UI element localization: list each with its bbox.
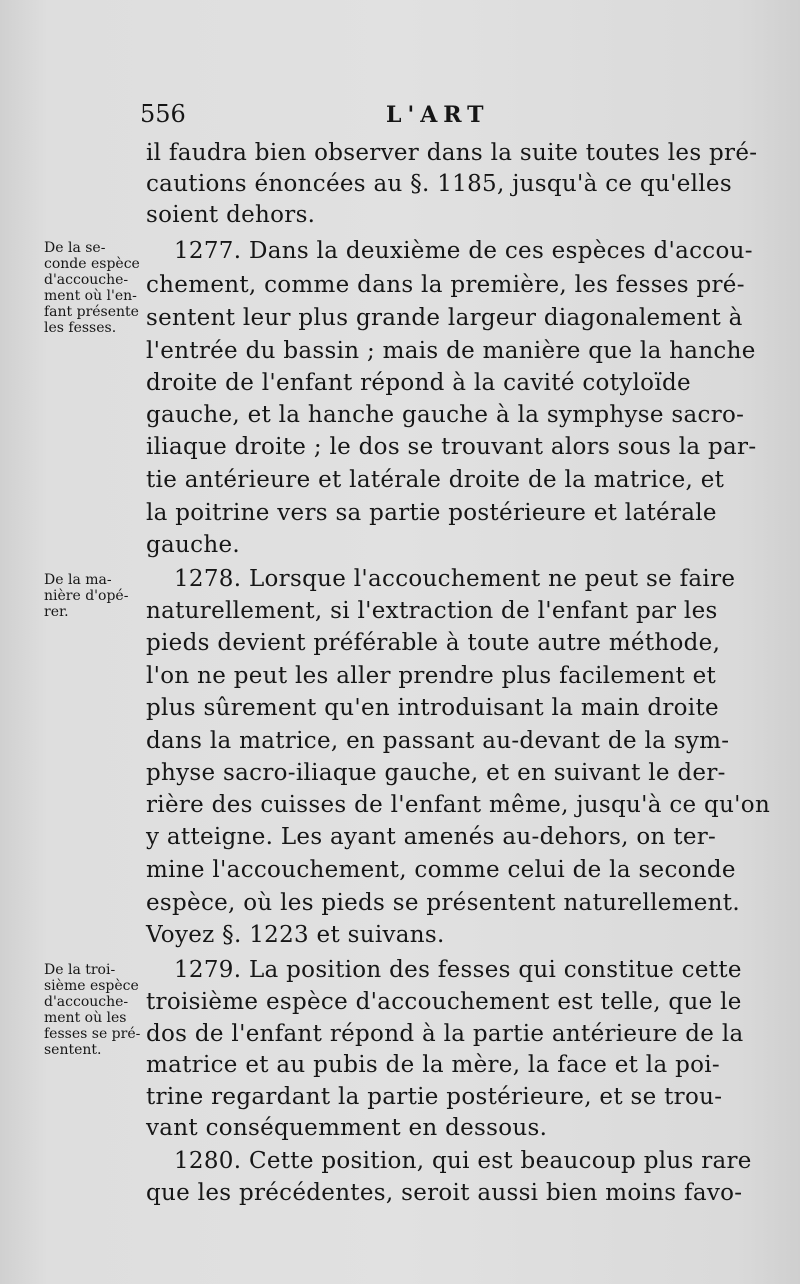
text-line: rière des cuisses de l'enfant même, jusqu'à ce qu'on bbox=[146, 792, 771, 818]
margin-note-line: fesses se pré- bbox=[44, 1026, 141, 1042]
margin-note bbox=[44, 572, 144, 620]
text-line: la poitrine vers sa partie postérieure et latérale bbox=[146, 500, 717, 526]
text-line: cautions énoncées au §. 1185, jusqu'à ce qu'elles bbox=[146, 171, 732, 197]
text-line: pieds devient préférable à toute autre méthode, bbox=[146, 630, 721, 656]
page-header bbox=[140, 100, 740, 136]
margin-note-line: rer. bbox=[44, 604, 69, 620]
text-line: plus sûrement qu'en introduisant la main droite bbox=[146, 695, 719, 721]
margin-note-line: conde espèce bbox=[44, 256, 140, 272]
text-line: 1277. Dans la deuxième de ces espèces d'accou- bbox=[174, 238, 753, 264]
margin-note-line: ment où l'en- bbox=[44, 288, 137, 304]
text-line: troisième espèce d'accouchement est telle, que le bbox=[146, 989, 742, 1015]
text-line: physe sacro-iliaque gauche, et en suivant le der- bbox=[146, 760, 726, 786]
text-line: vant conséquemment en dessous. bbox=[146, 1115, 548, 1141]
text-line: sentent leur plus grande largeur diagonalement à bbox=[146, 305, 743, 331]
text-line: 1280. Cette position, qui est beaucoup plus rare bbox=[174, 1148, 752, 1174]
text-line: l'entrée du bassin ; mais de manière que la hanche bbox=[146, 338, 756, 364]
text-line: gauche. bbox=[146, 532, 240, 558]
margin-note-line: les fesses. bbox=[44, 320, 117, 336]
text-line: trine regardant la partie postérieure, et se trou- bbox=[146, 1084, 723, 1110]
margin-note-line: d'accouche- bbox=[44, 994, 129, 1010]
text-line: il faudra bien observer dans la suite toutes les pré- bbox=[146, 140, 758, 166]
text-line: dans la matrice, en passant au-devant de la sym- bbox=[146, 728, 730, 754]
text-line: espèce, où les pieds se présentent naturellement. bbox=[146, 890, 740, 916]
text-line: mine l'accouchement, comme celui de la seconde bbox=[146, 857, 736, 883]
text-line: 1279. La position des fesses qui constitue cette bbox=[174, 957, 742, 983]
margin-note bbox=[44, 240, 144, 336]
margin-note-line: De la se- bbox=[44, 240, 106, 256]
text-line: gauche, et la hanche gauche à la symphyse sacro- bbox=[146, 402, 745, 428]
running-title: L'ART bbox=[386, 102, 490, 128]
margin-note-line: ment où les bbox=[44, 1010, 127, 1026]
text-line: que les précédentes, seroit aussi bien moins favo- bbox=[146, 1180, 743, 1206]
margin-note-line: De la ma- bbox=[44, 572, 112, 588]
text-line: soient dehors. bbox=[146, 202, 316, 228]
page-number: 556 bbox=[140, 100, 186, 128]
margin-note-line: fant présente bbox=[44, 304, 139, 320]
text-line: droite de l'enfant répond à la cavité cotyloïde bbox=[146, 370, 691, 396]
margin-note-line: De la troi- bbox=[44, 962, 116, 978]
margin-note-line: sième espèce bbox=[44, 978, 139, 994]
text-line: l'on ne peut les aller prendre plus facilement et bbox=[146, 663, 717, 689]
text-line: dos de l'enfant répond à la partie antérieure de la bbox=[146, 1021, 744, 1047]
text-line: iliaque droite ; le dos se trouvant alors sous la par- bbox=[146, 434, 757, 460]
text-line: chement, comme dans la première, les fesses pré- bbox=[146, 272, 745, 298]
text-line: Voyez §. 1223 et suivans. bbox=[146, 922, 445, 948]
text-line: tie antérieure et latérale droite de la matrice, et bbox=[146, 467, 725, 493]
text-line: matrice et au pubis de la mère, la face et la poi- bbox=[146, 1052, 720, 1078]
margin-note-line: nière d'opé- bbox=[44, 588, 129, 604]
text-line: y atteigne. Les ayant amenés au-dehors, on ter- bbox=[146, 824, 717, 850]
text-line: naturellement, si l'extraction de l'enfant par les bbox=[146, 598, 718, 624]
margin-note-line: sentent. bbox=[44, 1042, 102, 1058]
text-line: 1278. Lorsque l'accouchement ne peut se faire bbox=[174, 566, 736, 592]
margin-note bbox=[44, 962, 144, 1058]
margin-note-line: d'accouche- bbox=[44, 272, 129, 288]
